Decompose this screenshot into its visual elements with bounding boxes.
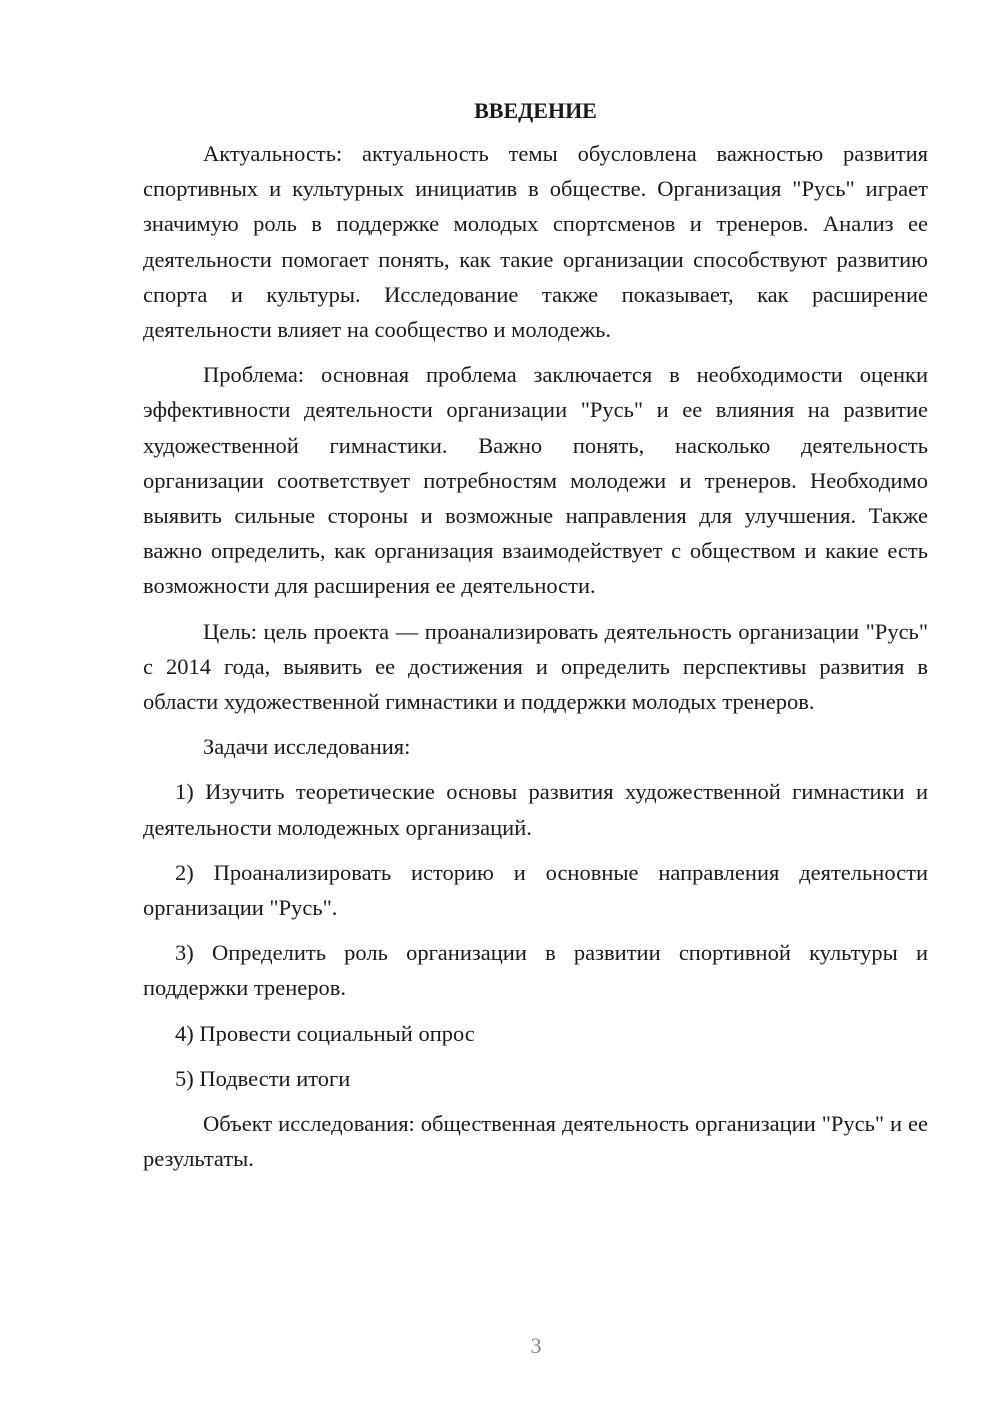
paragraph-problem: Проблема: основная проблема заключается в необходимости оценки эффективности деятельности организации "Русь" и ее влияния на развитие художественной гимнастики. Важно понять, насколько деятельность организации соответствует потребностям молодежи и тренеров. Необходимо выявить сильные стороны и возможные направления для улучшения. Также важно определить, как организация взаимодействует с обществом и какие есть возможности для расширения ее деятельности. [143, 362, 928, 599]
paragraph-object: Объект исследования: общественная деятельность организации "Русь" и ее результаты. [143, 1111, 928, 1172]
task-item: 2) Проанализировать историю и основные направления деятельности организации "Русь". [143, 859, 928, 921]
task-item: 4) Провести социальный опрос [175, 1020, 475, 1046]
paragraph-relevance: Актуальность: актуальность темы обусловлена важностью развития спортивных и культурных инициатив в обществе. Организация "Русь" играет значимую роль в поддержке молодых спортсменов и тренеров. Анализ ее деятельности помогает понять, как такие организации способствуют развитию спорта и культуры. Исследование также показывает, как расширение деятельности влияет на сообщество и молодежь. [143, 141, 928, 343]
section-heading: ВВЕДЕНИЕ [474, 98, 597, 123]
page-number: 3 [530, 1333, 542, 1358]
tasks-title: Задачи исследования: [203, 734, 411, 760]
task-item: 5) Подвести итоги [175, 1065, 351, 1091]
task-item: 1) Изучить теоретические основы развития художественной гимнастики и деятельности молодежных организаций. [143, 779, 928, 840]
page-content [143, 96, 928, 1186]
task-item: 3) Определить роль организации в развитии спортивной культуры и поддержки тренеров. [143, 940, 928, 1001]
paragraph-goal: Цель: цель проекта — проанализировать деятельность организации "Русь" с 2014 года, выявить ее достижения и определить перспективы развития в области художественной гимнастики и поддержки молодых тренеров. [143, 618, 928, 715]
